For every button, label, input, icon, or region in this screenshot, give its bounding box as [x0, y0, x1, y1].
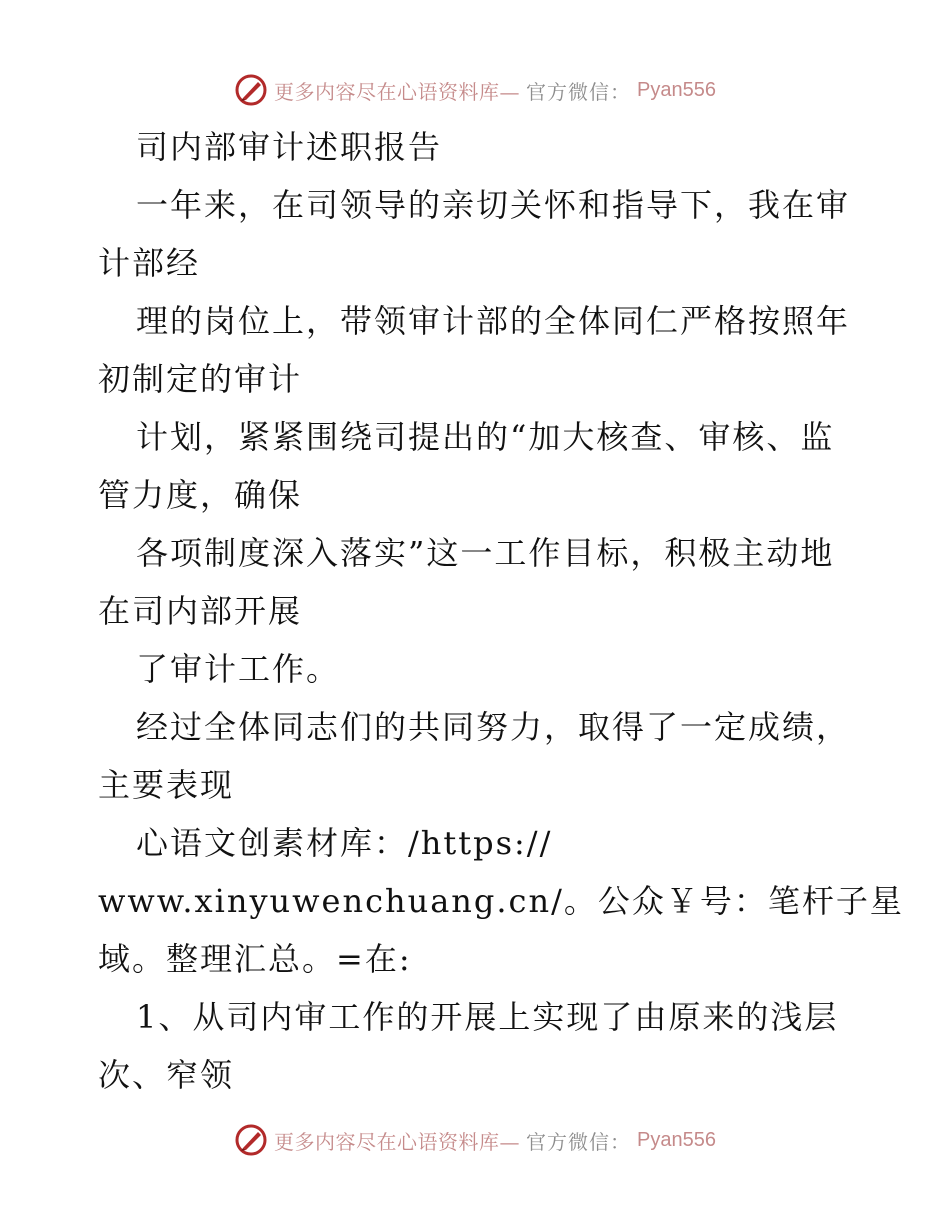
red-pen-logo-icon: [234, 1123, 268, 1157]
watermark-label: 官方微信：: [526, 1129, 632, 1154]
paragraph-line: 了审计工作。: [136, 650, 341, 688]
paragraph-line: 计部经: [98, 244, 201, 282]
paragraph-line: 各项制度深入落实”这一工作目标，积极主动地: [136, 534, 835, 572]
watermark-label: 官方微信：: [526, 79, 632, 104]
paragraph-line: 一年来，在司领导的亲切关怀和指导下，我在审: [136, 186, 851, 224]
watermark-text: 更多内容尽在心语资料库—: [274, 1129, 521, 1154]
doc-title: 司内部审计述职报告: [136, 128, 443, 166]
paragraph-line: 管力度，确保: [98, 476, 303, 514]
paragraph-line: 计划，紧紧围绕司提出的“加大核查、审核、监: [136, 418, 835, 456]
paragraph-line: 经过全体同志们的共同努力，取得了一定成绩，: [136, 708, 851, 746]
footer-watermark: [0, 1120, 950, 1160]
paragraph-line: 初制定的审计: [98, 360, 303, 398]
paragraph-line: 心语文创素材库：/https://: [136, 824, 553, 862]
watermark-id: Pyan556: [637, 1128, 716, 1151]
paragraph-line: 1、从司内审工作的开展上实现了由原来的浅层: [136, 998, 839, 1036]
watermark-id: Pyan556: [637, 78, 716, 101]
paragraph-line: 域。整理汇总。=在:: [98, 940, 412, 978]
paragraph-line: 理的岗位上，带领审计部的全体同仁严格按照年: [136, 302, 851, 340]
paragraph-line: 主要表现: [98, 766, 235, 804]
document-body: [98, 118, 904, 1104]
paragraph-line: 在司内部开展: [98, 592, 303, 630]
paragraph-line: www.xinyuwenchuang.cn/。公众￥号：笔杆子星: [98, 882, 904, 920]
watermark-text: 更多内容尽在心语资料库—: [274, 79, 521, 104]
paragraph-line: 次、窄领: [98, 1056, 235, 1094]
header-watermark: [0, 70, 950, 110]
red-pen-logo-icon: [234, 73, 268, 107]
